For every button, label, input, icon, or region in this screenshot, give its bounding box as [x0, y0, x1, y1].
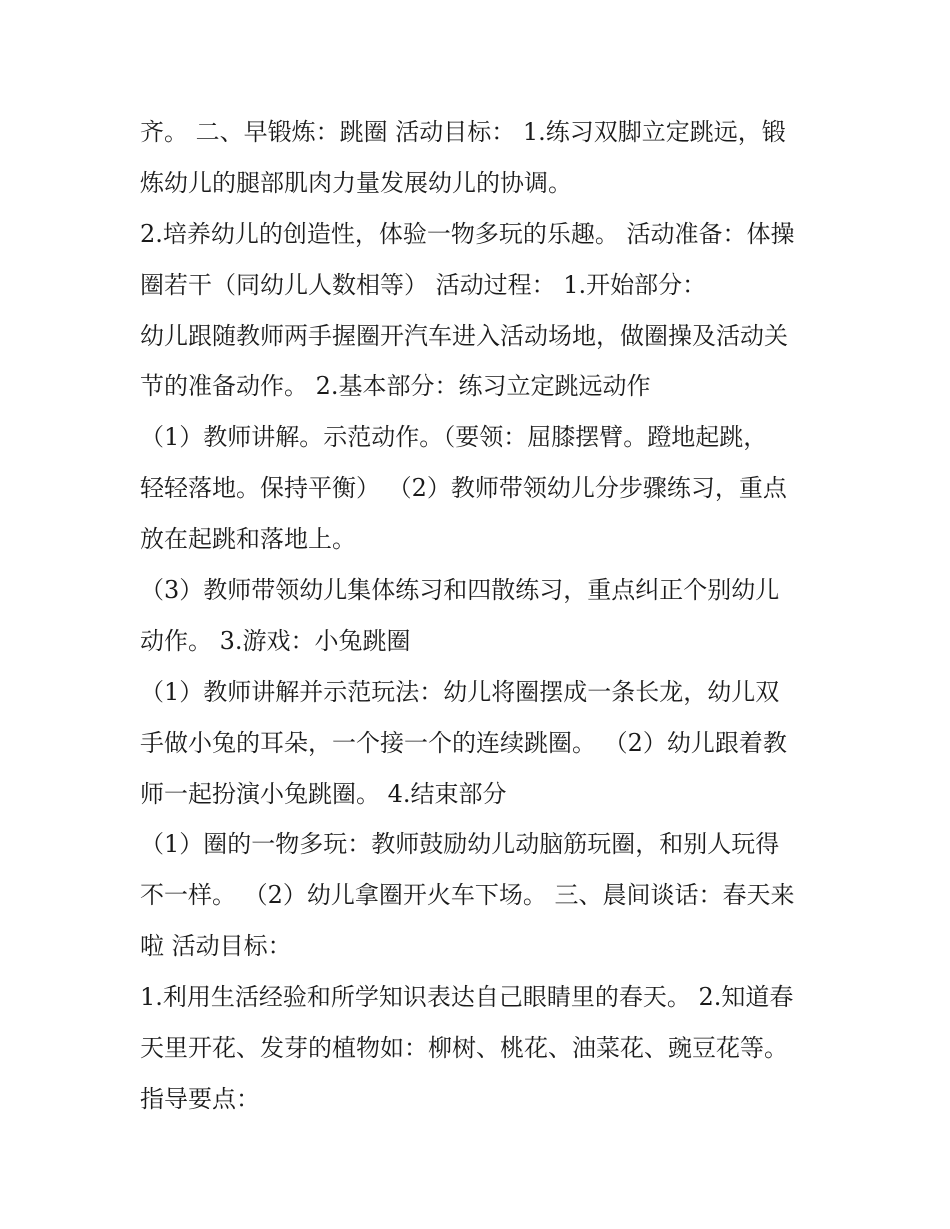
document-body — [140, 107, 830, 1125]
text-line: 不一样。 （2）幼儿拿圈开火车下场。 三、晨间谈话：春天来 — [140, 881, 795, 910]
text-line: 齐。 二、早锻炼：跳圈 活动目标： 1.练习双脚立定跳远，锻 — [140, 118, 786, 146]
text-line: 师一起扮演小兔跳圈。 4.结束部分 — [140, 779, 507, 808]
text-line: 2.培养幼儿的创造性，体验一物多玩的乐趣。 活动准备：体操 — [140, 219, 795, 248]
text-line: 圈若干（同幼儿人数相等） 活动过程： 1.开始部分： — [140, 270, 707, 299]
text-line: 指导要点： — [140, 1084, 260, 1113]
text-line: 天里开花、发芽的植物如：柳树、桃花、油菜花、豌豆花等。 — [140, 1034, 788, 1063]
text-line: 幼儿跟随教师两手握圈开汽车进入活动场地，做圈操及活动关 — [140, 321, 788, 350]
text-line: （1）教师讲解。示范动作。（要领：屈膝摆臂。蹬地起跳， — [140, 423, 768, 452]
text-line: 轻轻落地。保持平衡） （2）教师带领幼儿分步骤练习，重点 — [140, 474, 787, 503]
text-line: 节的准备动作。 2.基本部分：练习立定跳远动作 — [140, 372, 651, 401]
text-line: 放在起跳和落地上。 — [140, 525, 356, 554]
text-line: （1）圈的一物多玩：教师鼓励幼儿动脑筋玩圈，和别人玩得 — [140, 830, 780, 859]
text-line: 炼幼儿的腿部肌肉力量发展幼儿的协调。 — [140, 168, 572, 197]
text-line: （3）教师带领幼儿集体练习和四散练习，重点纠正个别幼儿 — [140, 576, 780, 605]
text-line: 动作。 3.游戏：小兔跳圈 — [140, 626, 411, 655]
text-line: 手做小兔的耳朵，一个接一个的连续跳圈。 （2）幼儿跟着教 — [140, 728, 787, 757]
text-line: （1）教师讲解并示范玩法：幼儿将圈摆成一条长龙，幼儿双 — [140, 677, 780, 706]
text-line: 1.利用生活经验和所学知识表达自己眼睛里的春天。 2.知道春 — [140, 983, 794, 1012]
text-line: 啦 活动目标： — [140, 932, 292, 961]
